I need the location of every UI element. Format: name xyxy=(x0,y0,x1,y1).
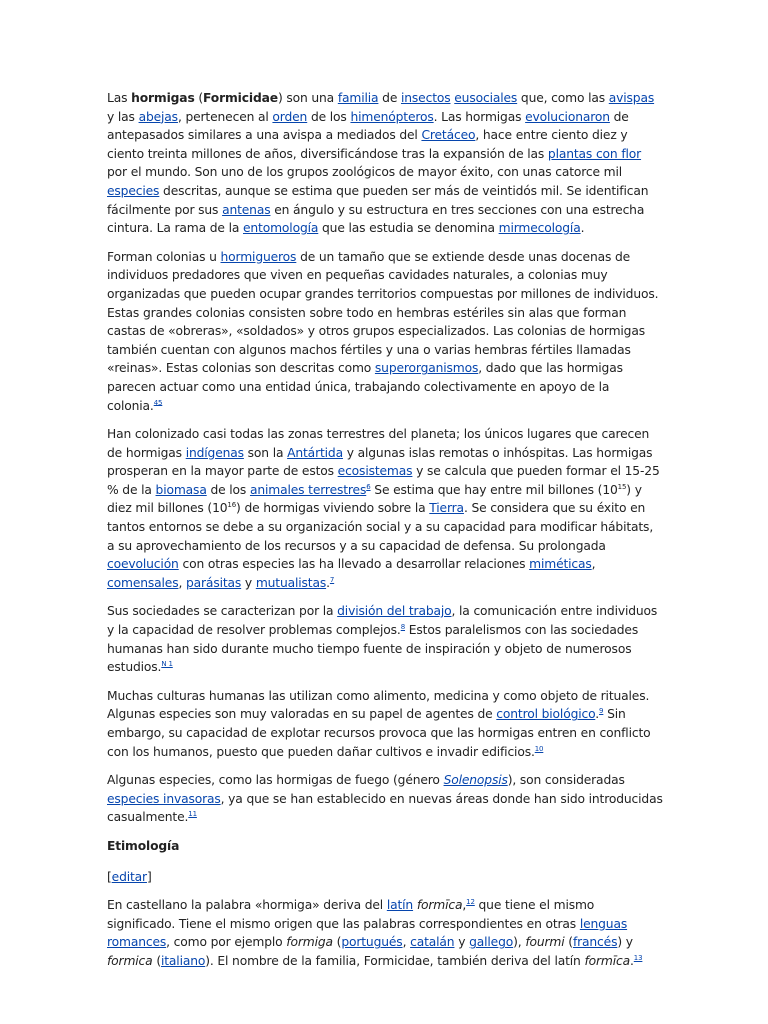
bracket: [ xyxy=(107,869,112,884)
article-body xyxy=(107,89,663,981)
text: ( xyxy=(152,953,161,968)
text: . Las hormigas xyxy=(433,109,526,124)
exponent: 15 xyxy=(617,482,627,491)
text: de los xyxy=(206,482,250,497)
reference-link[interactable]: 45 xyxy=(153,398,163,407)
italic-term: formica xyxy=(107,953,153,968)
paragraph-distribucion xyxy=(107,425,663,592)
bold-term: Formicidae xyxy=(203,91,278,105)
text: son la xyxy=(243,445,288,460)
text: , xyxy=(402,935,411,950)
text: Las xyxy=(107,91,132,105)
text: y xyxy=(454,935,470,950)
text: En castellano la palabra «hormiga» deriva del xyxy=(107,898,387,913)
reference-link[interactable]: 7 xyxy=(329,575,335,584)
reference-link[interactable]: 11 xyxy=(188,810,197,819)
link-abejas[interactable]: abejas xyxy=(138,109,178,124)
reference-link[interactable]: 9 xyxy=(599,707,604,716)
paragraph-colonias xyxy=(107,248,663,415)
exponent: 16 xyxy=(227,501,237,510)
link-solenopsis[interactable]: Solenopsis xyxy=(443,773,508,788)
text: de los xyxy=(307,109,351,124)
link-animales-terrestres[interactable]: animales terrestres xyxy=(249,482,367,497)
text: de un tamaño que se extiende desde unas docenas de individuos predadores que viven en pequeñas cavidades naturales, a colonias muy organizadas que pueden ocupar grandes territorios compuestas por millones de individuos. Estas grandes colonias consisten sobre todo en hembras estériles sin alas que forman castas de «obreras», «soldados» y otros grupos especializados. Las colonias de hormigas también cuentan con algunos machos fértiles y una o varias hembras fértiles llamadas «reinas». Estas colonias son descritas como xyxy=(107,249,659,376)
link-gallego[interactable]: gallego xyxy=(469,935,514,950)
text: , xyxy=(178,575,186,590)
text: y se calcula que pueden formar el 15-25 % de la xyxy=(107,464,660,497)
link-parasitas[interactable]: parásitas xyxy=(185,575,242,590)
bracket: ] xyxy=(146,869,152,884)
text: , hace entre ciento diez y ciento treinta millones de años, diversificándose tras la expansión de las xyxy=(107,128,628,161)
link-mutualistas[interactable]: mutualistas xyxy=(255,575,327,590)
text: que las estudia se denomina xyxy=(318,221,499,236)
text: ( xyxy=(194,91,204,105)
link-familia[interactable]: familia xyxy=(337,91,379,105)
bold-term: hormigas xyxy=(131,91,195,105)
link-comensales[interactable]: comensales xyxy=(107,575,179,590)
text: Estos paralelismos con las sociedades humanas han sido durante mucho tiempo fuente de inspiración y objeto de numerosos estudios. xyxy=(107,623,639,675)
link-eusociales[interactable]: eusociales xyxy=(454,91,518,105)
text: , xyxy=(591,557,596,572)
text: , pertenecen al xyxy=(177,109,273,124)
text: ), son consideradas xyxy=(507,773,625,788)
link-cretaceo[interactable]: Cretáceo xyxy=(421,128,476,143)
text: por el mundo. Son uno de los grupos zoológicos de mayor éxito, con unas catorce mil xyxy=(107,165,623,180)
paragraph-etimologia xyxy=(107,896,663,970)
text: , ya que se han establecido en nuevas áreas donde han sido introducidas casualmente. xyxy=(107,791,663,825)
link-antenas[interactable]: antenas xyxy=(222,202,271,217)
section-heading-etimologia: Etimología xyxy=(107,838,180,853)
text: que tiene el mismo significado. Tiene el mismo origen que las palabras correspondientes en otras xyxy=(107,898,595,931)
reference-link[interactable]: 6 xyxy=(366,482,371,491)
reference-link[interactable]: 13 xyxy=(633,953,643,962)
text: descritas, aunque se estima que pueden ser más de veintidós mil. Se identifican fácilmente por sus xyxy=(107,183,649,217)
reference-link[interactable]: 12 xyxy=(466,898,475,907)
text: , dado que las hormigas parecen actuar como una entidad única, trabajando colectivamente en apoyo de la colonia. xyxy=(107,361,623,413)
text: Forman colonias u xyxy=(107,249,221,264)
text: . xyxy=(580,221,585,236)
text: y algunas islas remotas o inhóspitas. Las hormigas prosperan en la mayor parte de estos xyxy=(107,445,653,479)
text: Sin embargo, su capacidad de explotar recursos provoca que las hormigas entren en conflicto con los humanos, puesto que pueden dañar cultivos e invadir edificios. xyxy=(107,707,651,759)
italic-term: fourmi xyxy=(525,935,565,950)
paragraph-invasoras xyxy=(107,771,663,827)
reference-link[interactable]: 8 xyxy=(400,622,406,631)
text: ). El nombre de la familia, Formicidae, también deriva del latín xyxy=(205,953,585,968)
note-link[interactable]: N 1 xyxy=(161,660,173,669)
text: ), xyxy=(513,935,526,950)
link-italiano[interactable]: italiano xyxy=(160,953,206,968)
text: . Se considera que su éxito en tantos entornos se debe a su organización social y a su capacidad para modificar hábitats, a su aprovechamiento de los recursos y a su capacidad de defensa. Su prolongada xyxy=(107,501,654,553)
paragraph-culturas xyxy=(107,687,663,761)
italic-term: formīca xyxy=(584,953,630,968)
text: de antepasados similares a una avispa a mediados del xyxy=(107,109,629,143)
text: Sus sociedades se caracterizan por la xyxy=(107,604,338,619)
link-orden[interactable]: orden xyxy=(272,109,308,124)
text: , como por ejemplo xyxy=(166,935,287,950)
link-portugues[interactable]: portugués xyxy=(341,935,403,950)
link-catalan[interactable]: catalán xyxy=(410,935,455,950)
link-mimeticas[interactable]: miméticas xyxy=(529,557,592,572)
link-hormigueros[interactable]: hormigueros xyxy=(220,249,297,264)
link-avispas[interactable]: avispas xyxy=(608,91,655,105)
text: ) y xyxy=(617,935,633,950)
text: y las xyxy=(107,109,139,124)
text: Han colonizado casi todas las zonas terrestres del planeta; los únicos lugares que carecen de hormigas xyxy=(107,427,650,460)
text: con otras especies las ha llevado a desarrollar relaciones xyxy=(178,557,530,572)
link-insectos[interactable]: insectos xyxy=(401,91,451,105)
text: ( xyxy=(332,935,342,950)
link-antartida[interactable]: Antártida xyxy=(287,445,343,460)
link-frances[interactable]: francés xyxy=(572,935,618,950)
link-especies[interactable]: especies xyxy=(107,183,160,198)
link-especies-invasoras[interactable]: especies invasoras xyxy=(107,791,221,806)
text: y xyxy=(241,575,256,590)
text: Se estima que hay entre mil billones (10 xyxy=(370,482,618,497)
link-lenguas-romances[interactable]: lenguas romances xyxy=(107,916,628,950)
link-tierra[interactable]: Tierra xyxy=(429,501,464,516)
reference-link[interactable]: 10 xyxy=(534,744,544,753)
text: ) y diez mil billones (10 xyxy=(107,482,642,516)
text: ( xyxy=(564,935,573,950)
link-control-biologico[interactable]: control biológico xyxy=(496,707,596,722)
text: , la comunicación entre individuos y la capacidad de resolver problemas complejos. xyxy=(107,604,658,638)
link-biomasa[interactable]: biomasa xyxy=(155,482,207,497)
text: de xyxy=(378,91,401,105)
edit-section xyxy=(107,868,663,887)
italic-term: formiga xyxy=(286,935,333,950)
link-mirmecologia[interactable]: mirmecología xyxy=(498,221,581,236)
link-entomologia[interactable]: entomología xyxy=(243,221,319,236)
link-ecosistemas[interactable]: ecosistemas xyxy=(337,464,413,479)
text: Muchas culturas humanas las utilizan como alimento, medicina y como objeto de rituales. Algunas especies son muy valoradas en su papel de agentes de xyxy=(107,688,650,722)
text: . xyxy=(595,707,600,722)
link-latin[interactable]: latín xyxy=(386,898,414,913)
text: . xyxy=(630,953,634,968)
link-himenopteros[interactable]: himenópteros xyxy=(350,109,434,124)
text: Algunas especies, como las hormigas de fuego (género xyxy=(107,773,444,788)
text: . xyxy=(326,575,330,590)
link-plantas-con-flor[interactable]: plantas con flor xyxy=(547,146,642,161)
edit-link[interactable]: editar xyxy=(111,869,147,884)
text: que, como las xyxy=(517,91,609,105)
paragraph-sociedades xyxy=(107,602,663,676)
text: ) de hormigas viviendo sobre la xyxy=(236,501,430,516)
italic-term: formīca xyxy=(416,898,463,913)
link-division-del-trabajo[interactable]: división del trabajo xyxy=(337,604,452,619)
text: en ángulo y su estructura en tres secciones con una estrecha cintura. La rama de la xyxy=(107,202,645,236)
text: , xyxy=(462,898,467,913)
text: ) son una xyxy=(277,91,338,105)
link-superorganismos[interactable]: superorganismos xyxy=(374,361,479,376)
link-evolucionaron[interactable]: evolucionaron xyxy=(525,109,610,124)
paragraph-intro xyxy=(107,89,663,238)
link-indigenas[interactable]: indígenas xyxy=(185,445,244,460)
link-coevolucion[interactable]: coevolución xyxy=(107,557,179,572)
